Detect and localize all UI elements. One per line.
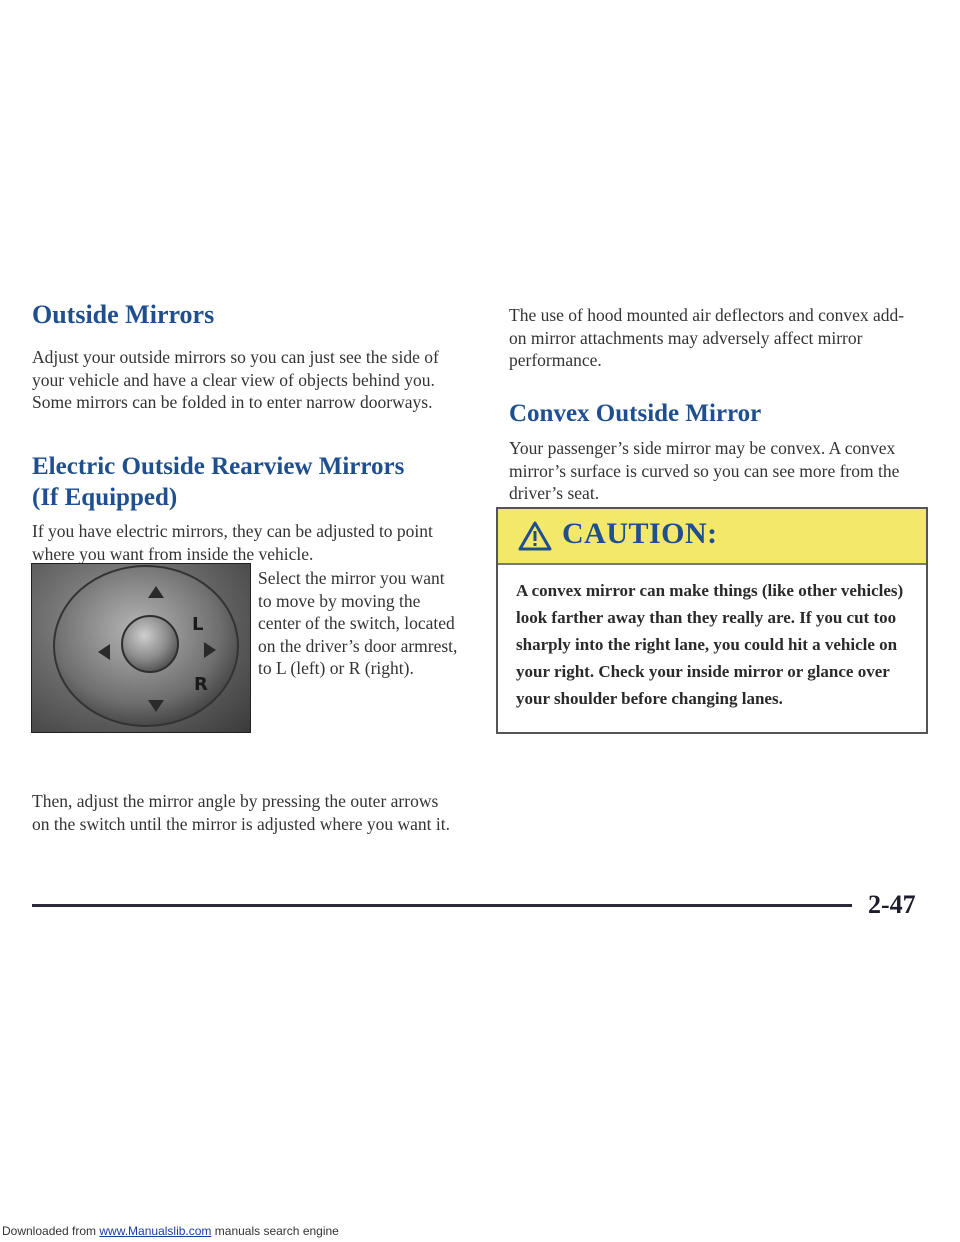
outside-mirrors-paragraph: Adjust your outside mirrors so you can just see the side of your vehicle and have a clear view of objects behind you. Some mirrors can be folded in to enter narrow doorways. <box>32 347 439 412</box>
caution-text: A convex mirror can make things (like other vehicles) look farther away than they really are. If you cut too sharply into the right lane, you could hit a vehicle on your right. Check your inside mirror or glance over your shoulder before changing lanes. <box>516 581 904 708</box>
heading-electric-mirrors-line1: Electric Outside Rearview Mirrors <box>32 453 405 480</box>
manualslib-link[interactable]: www.Manualslib.com <box>99 1224 212 1238</box>
switch-label-l: L <box>192 614 204 635</box>
caution-title: CAUTION: <box>562 517 718 550</box>
footer-prefix: Downloaded from <box>2 1224 100 1238</box>
air-deflector-paragraph: The use of hood mounted air deflectors and convex add-on mirror attachments may adversely affect mirror performance. <box>509 305 905 370</box>
page-number: 2-47 <box>868 890 916 919</box>
warning-triangle-icon <box>518 521 552 551</box>
electric-mirrors-paragraph: If you have electric mirrors, they can be adjusted to point where you want from inside the vehicle. <box>32 521 433 564</box>
heading-outside-mirrors: Outside Mirrors <box>32 300 215 329</box>
heading-electric-mirrors-line2: (If Equipped) <box>32 484 178 511</box>
switch-instructions-paragraph: Select the mirror you want to move by moving the center of the switch, located on the driver’s door armrest, to L (left) or R (right). <box>258 568 458 678</box>
switch-label-r: R <box>194 674 208 695</box>
download-footer <box>2 1224 339 1238</box>
mirror-angle-paragraph: Then, adjust the mirror angle by pressing the outer arrows on the switch until the mirror is adjusted where you want it. <box>32 791 450 834</box>
mirror-switch-photo <box>31 563 251 733</box>
caution-header <box>498 509 926 565</box>
footer-rule <box>32 904 852 907</box>
caution-box <box>496 507 928 734</box>
switch-knob <box>122 616 178 672</box>
mirror-switch-illustration <box>32 564 250 732</box>
heading-convex-mirror: Convex Outside Mirror <box>509 400 762 427</box>
convex-mirror-paragraph: Your passenger’s side mirror may be convex. A convex mirror’s surface is curved so you can see more from the driver’s seat. <box>509 438 900 503</box>
footer-suffix: manuals search engine <box>211 1224 339 1238</box>
